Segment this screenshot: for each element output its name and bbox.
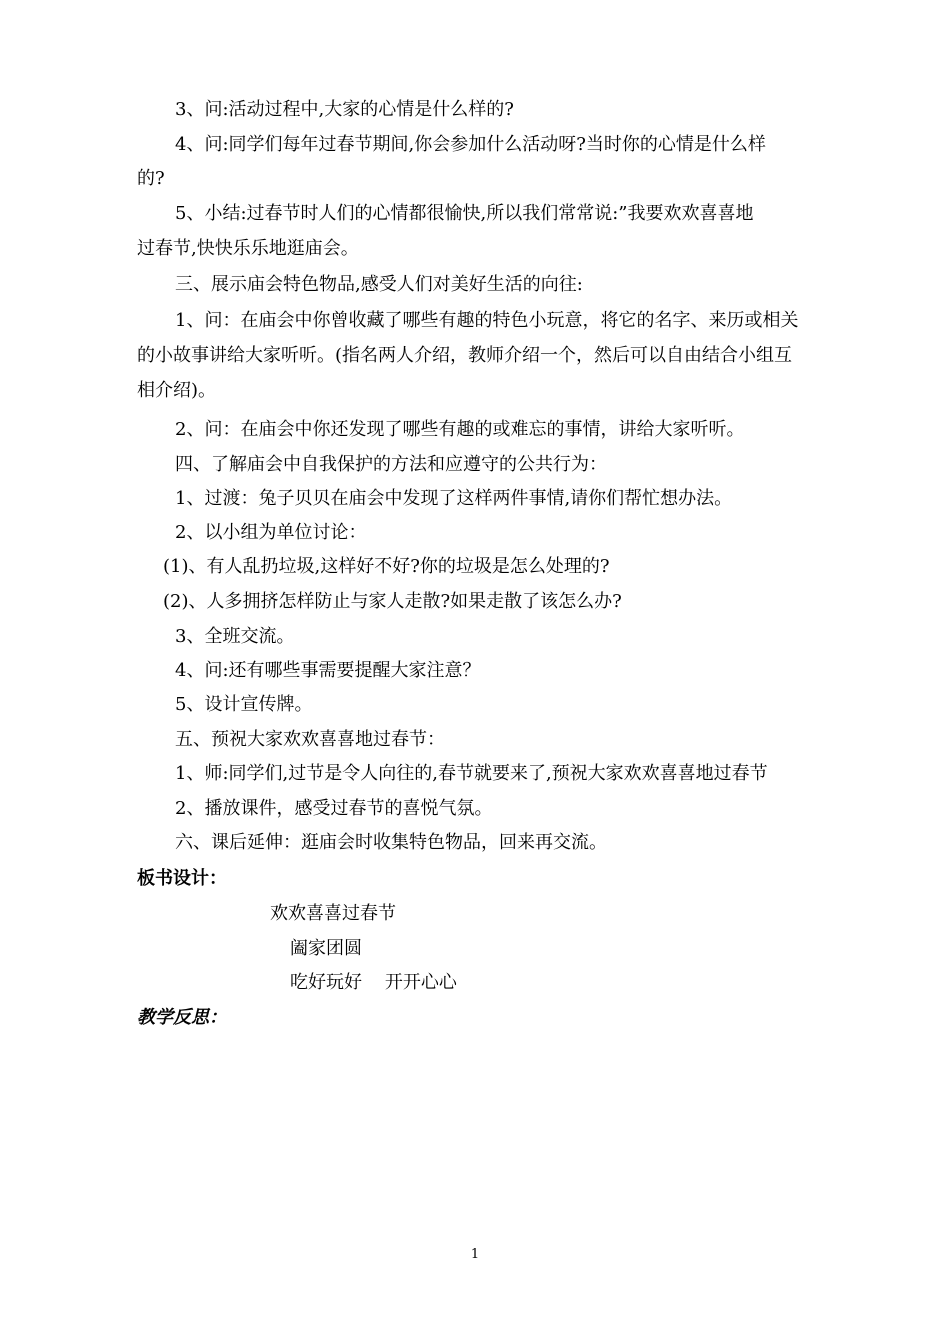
teaching-reflection-title: 教学反思：: [137, 1007, 227, 1028]
paragraph-line: 3、全班交流。: [175, 626, 295, 647]
paragraph-line: 1、师:同学们,过节是令人向往的,春节就要来了,预祝大家欢欢喜喜地过春节: [175, 763, 768, 784]
board-design-title: 板书设计：: [137, 868, 227, 889]
paragraph-line: 过春节,快快乐乐地逛庙会。: [137, 238, 359, 259]
section-heading: 六、课后延伸：逛庙会时收集特色物品，回来再交流。: [175, 832, 607, 853]
paragraph-line: 4、问:同学们每年过春节期间,你会参加什么活动呀?当时你的心情是什么样: [175, 134, 766, 155]
paragraph-line: 2、播放课件，感受过春节的喜悦气氛。: [175, 798, 493, 819]
paragraph-line: 2、以小组为单位讨论：: [175, 522, 367, 543]
paragraph-line: 5、小结:过春节时人们的心情都很愉快,所以我们常常说:”我要欢欢喜喜地: [175, 203, 754, 224]
paragraph-line: 的?: [137, 168, 165, 189]
paragraph-line: 3、问:活动过程中,大家的心情是什么样的?: [175, 99, 514, 120]
section-heading: 五、预祝大家欢欢喜喜地过春节：: [175, 729, 445, 750]
paragraph-line: (1)、有人乱扔垃圾,这样好不好?你的垃圾是怎么处理的?: [163, 556, 610, 577]
page-number: 1: [470, 1247, 480, 1262]
board-line: 吃好玩好 开开心心: [290, 972, 457, 993]
board-line: 阖家团圆: [290, 938, 362, 959]
section-heading: 三、展示庙会特色物品,感受人们对美好生活的向往:: [175, 274, 583, 295]
paragraph-line: 1、问：在庙会中你曾收藏了哪些有趣的特色小玩意，将它的名字、来历或相关: [175, 310, 799, 331]
paragraph-line: (2)、人多拥挤怎样防止与家人走散?如果走散了该怎么办?: [163, 591, 622, 612]
paragraph-line: 相介绍)。: [137, 380, 217, 401]
paragraph-line: 的小故事讲给大家听听。(指名两人介绍，教师介绍一个，然后可以自由结合小组互: [137, 345, 793, 366]
section-heading: 四、了解庙会中自我保护的方法和应遵守的公共行为：: [175, 454, 607, 475]
paragraph-line: 1、过渡：兔子贝贝在庙会中发现了这样两件事情,请你们帮忙想办法。: [175, 488, 733, 509]
board-line: 欢欢喜喜过春节: [270, 903, 396, 924]
paragraph-line: 5、设计宣传牌。: [175, 694, 313, 715]
paragraph-line: 4、问:还有哪些事需要提醒大家注意？: [175, 660, 481, 681]
paragraph-line: 2、问：在庙会中你还发现了哪些有趣的或难忘的事情，讲给大家听听。: [175, 419, 745, 440]
